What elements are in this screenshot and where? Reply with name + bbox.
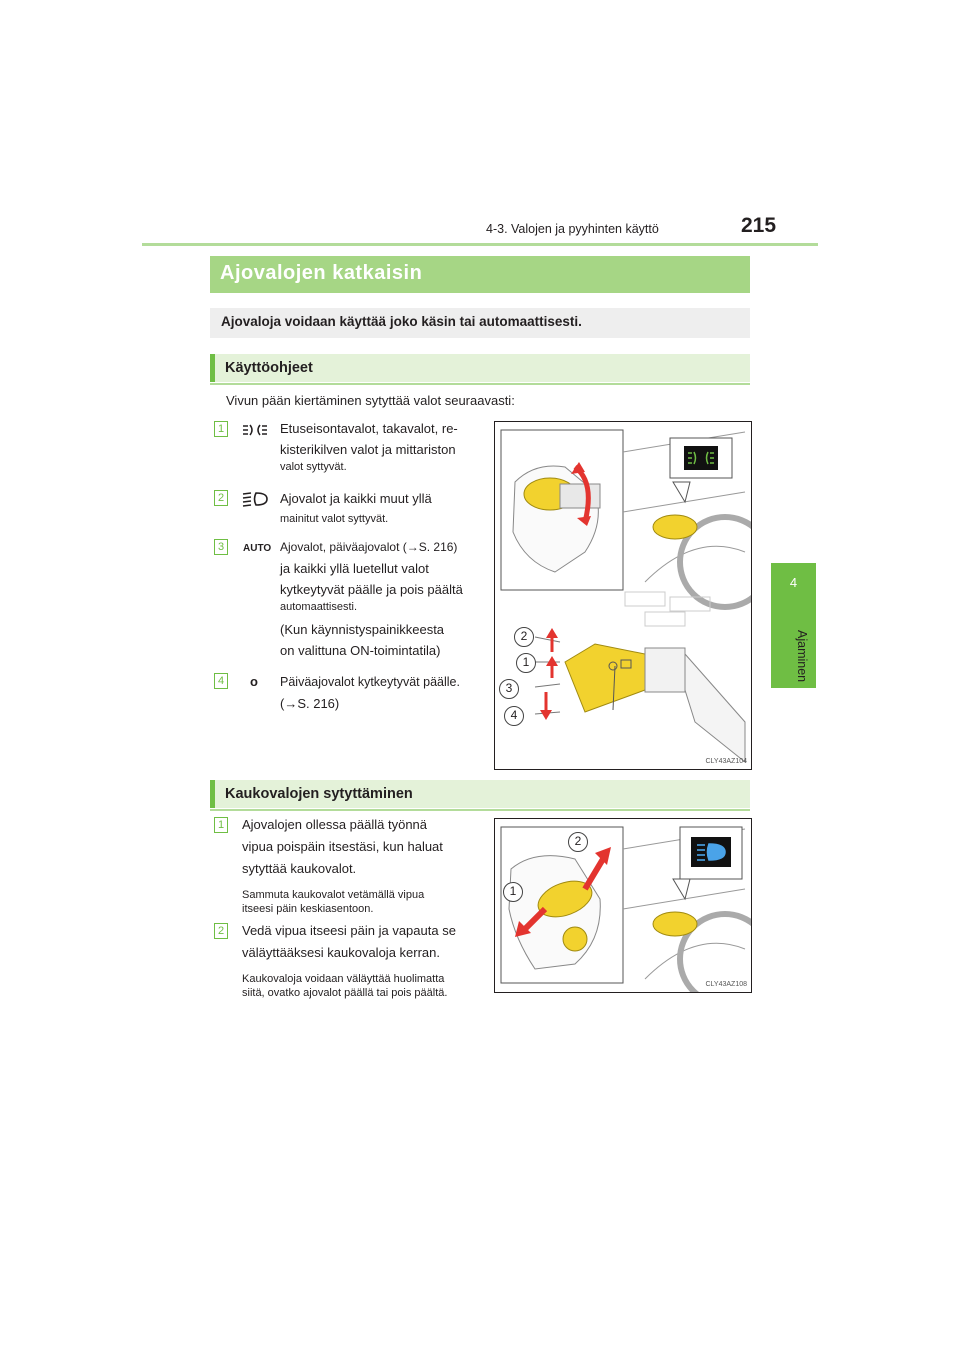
subsection-heading-kayttoohjeet xyxy=(210,354,750,382)
subsection-title: Käyttöohjeet xyxy=(225,360,313,376)
figure-callout: 2 xyxy=(568,832,588,852)
lead-text: Vivun pään kiertäminen sytyttää valot seuraavasti: xyxy=(226,393,515,408)
figure-callout: 4 xyxy=(504,706,524,726)
figure-callout: 1 xyxy=(516,653,536,673)
item-line: Ajovalot ja kaikki muut yllä xyxy=(280,491,432,506)
item-line: mainitut valot syttyvät. xyxy=(280,513,389,525)
item-number: 1 xyxy=(214,421,228,437)
item-line: Vedä vipua itseesi päin ja vapauta se xyxy=(242,923,456,938)
figure-callout: 3 xyxy=(499,679,519,699)
section-intro: Ajovaloja voidaan käyttää joko käsin tai automaattisesti. xyxy=(221,314,582,329)
item-line: Ajovalot, päiväajovalot (→S. 216) xyxy=(280,540,458,554)
section-title: Ajovalojen katkaisin xyxy=(220,262,423,284)
item-text xyxy=(242,814,479,916)
item-line: väläyttääksesi kaukovaloja kerran. xyxy=(242,945,440,960)
item-text xyxy=(280,418,480,475)
item-line: vipua poispäin itsestäsi, kun haluat xyxy=(242,839,443,854)
item-number: 1 xyxy=(214,817,228,833)
auto-icon: AUTO xyxy=(243,543,272,554)
item-text xyxy=(280,672,480,714)
section-intro-box xyxy=(210,308,750,338)
item-number: 2 xyxy=(214,923,228,939)
item-note: siitä, ovatko ajovalot päällä tai pois päältä. xyxy=(242,987,448,999)
figure-headlight-switch xyxy=(494,421,752,770)
item-line: Päiväajovalot kytkeytyvät päälle. xyxy=(280,675,460,689)
figure-code: CLY43AZ108 xyxy=(705,981,747,988)
section-title-bar xyxy=(210,256,750,293)
item-text xyxy=(242,920,479,1000)
item-note: Kaukovaloja voidaan väläyttää huolimatta xyxy=(242,973,445,985)
item-line: on valittuna ON-toimintatila) xyxy=(280,643,441,658)
item-line: ja kaikki yllä luetellut valot xyxy=(280,561,429,576)
subsection-heading-kaukovalot xyxy=(210,780,750,808)
item-text xyxy=(280,537,480,661)
chapter-tab-label: Ajaminen xyxy=(795,630,809,683)
daytime-running-light-icon: o xyxy=(250,674,258,689)
item-note: Sammuta kaukovalot vetämällä vipua xyxy=(242,889,425,901)
figure-callout: 1 xyxy=(503,882,523,902)
headlight-icon xyxy=(241,490,269,508)
subsection-title: Kaukovalojen sytyttäminen xyxy=(225,786,413,802)
chapter-title: 4-3. Valojen ja pyyhinten käyttö xyxy=(486,222,659,236)
item-line: automaattisesti. xyxy=(280,601,358,613)
item-number: 4 xyxy=(214,673,228,689)
item-line: (→S. 216) xyxy=(280,696,340,711)
chapter-tab-number: 4 xyxy=(789,575,798,590)
figure-callout: 2 xyxy=(514,627,534,647)
header-rule xyxy=(142,243,818,246)
item-line: kisterikilven valot ja mittariston xyxy=(280,442,456,457)
item-line: (Kun käynnistyspainikkeesta xyxy=(280,622,445,637)
item-number: 3 xyxy=(214,539,228,555)
item-line: valot syttyvät. xyxy=(280,461,347,473)
item-note: itseesi päin keskiasentoon. xyxy=(242,903,374,915)
figure-high-beam xyxy=(494,818,752,993)
item-line: sytyttää kaukovalot. xyxy=(242,861,357,876)
figure-code: CLY43AZ104 xyxy=(705,758,747,765)
page-number: 215 xyxy=(741,214,777,237)
parking-lights-icon xyxy=(241,421,269,439)
item-line: kytkeytyvät päälle ja pois päältä xyxy=(280,582,463,597)
item-line: Ajovalojen ollessa päällä työnnä xyxy=(242,817,428,832)
item-text xyxy=(280,488,480,530)
item-number: 2 xyxy=(214,490,228,506)
item-line: Etuseisontavalot, takavalot, re- xyxy=(280,421,458,436)
